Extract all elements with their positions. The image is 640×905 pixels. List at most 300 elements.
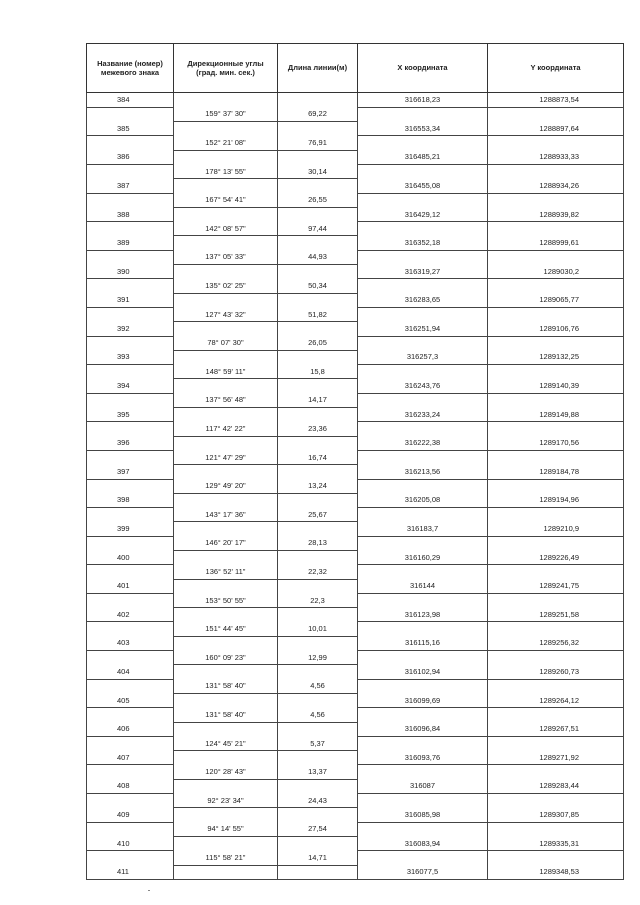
y-empty [488, 193, 624, 207]
segment-row [87, 193, 624, 207]
length-empty [278, 779, 358, 793]
segment-angle: 142° 08' 57" [174, 222, 278, 236]
angle-empty [174, 636, 278, 650]
point-y: 1289241,75 [488, 579, 624, 593]
angle-empty [174, 179, 278, 193]
point-y: 1288933,33 [488, 150, 624, 164]
x-empty [358, 422, 488, 436]
segment-length: 76,91 [278, 136, 358, 150]
length-empty [278, 93, 358, 108]
segment-length: 44,93 [278, 250, 358, 264]
segment-length: 51,82 [278, 307, 358, 321]
point-y: 1288939,82 [488, 207, 624, 221]
point-y: 1289348,53 [488, 865, 624, 880]
segment-length: 25,67 [278, 508, 358, 522]
segment-row [87, 851, 624, 865]
length-empty [278, 636, 358, 650]
x-empty [358, 250, 488, 264]
angle-empty [174, 665, 278, 679]
segment-length: 26,05 [278, 336, 358, 350]
point-y: 1288934,26 [488, 179, 624, 193]
segment-angle: 78° 07' 30" [174, 336, 278, 350]
point-y: 1289140,39 [488, 379, 624, 393]
length-empty [278, 608, 358, 622]
point-row [87, 179, 624, 193]
x-empty [358, 765, 488, 779]
point-name: 404 [87, 665, 174, 679]
length-empty [278, 293, 358, 307]
point-row [87, 608, 624, 622]
name-empty [87, 736, 174, 750]
point-name: 388 [87, 207, 174, 221]
point-y: 1288873,54 [488, 93, 624, 108]
point-name: 405 [87, 693, 174, 707]
point-name: 384 [87, 93, 174, 108]
y-empty [488, 851, 624, 865]
segment-angle: 148° 59' 11" [174, 365, 278, 379]
y-empty [488, 736, 624, 750]
x-empty [358, 164, 488, 178]
point-row [87, 350, 624, 364]
table-body [87, 93, 624, 880]
segment-angle: 120° 28' 43" [174, 765, 278, 779]
angle-empty [174, 150, 278, 164]
length-empty [278, 122, 358, 136]
x-empty [358, 593, 488, 607]
point-x: 316085,98 [358, 808, 488, 822]
y-empty [488, 450, 624, 464]
angle-empty [174, 579, 278, 593]
segment-angle: 167° 54' 41" [174, 193, 278, 207]
point-y: 1289271,92 [488, 751, 624, 765]
segment-angle: 137° 05' 33" [174, 250, 278, 264]
header-length: Длина линии(м) [278, 44, 358, 93]
segment-length: 50,34 [278, 279, 358, 293]
point-x: 316077,5 [358, 865, 488, 880]
angle-empty [174, 836, 278, 850]
point-x: 316087 [358, 779, 488, 793]
x-empty [358, 736, 488, 750]
point-row [87, 836, 624, 850]
point-x: 316553,34 [358, 122, 488, 136]
segment-angle: 121° 47' 29" [174, 450, 278, 464]
angle-empty [174, 436, 278, 450]
segment-length: 16,74 [278, 450, 358, 464]
point-row [87, 265, 624, 279]
point-name: 400 [87, 551, 174, 565]
x-empty [358, 822, 488, 836]
point-x: 316083,94 [358, 836, 488, 850]
point-x: 316618,23 [358, 93, 488, 108]
point-x: 316243,76 [358, 379, 488, 393]
name-empty [87, 164, 174, 178]
length-empty [278, 751, 358, 765]
point-y: 1289030,2 [488, 265, 624, 279]
scan-speck [148, 890, 150, 891]
segment-angle: 129° 49' 20" [174, 479, 278, 493]
name-empty [87, 651, 174, 665]
length-empty [278, 236, 358, 250]
segment-row [87, 622, 624, 636]
x-empty [358, 336, 488, 350]
angle-empty [174, 236, 278, 250]
length-empty [278, 379, 358, 393]
segment-row [87, 136, 624, 150]
point-row [87, 379, 624, 393]
length-empty [278, 207, 358, 221]
point-y: 1289149,88 [488, 408, 624, 422]
point-row [87, 322, 624, 336]
length-empty [278, 350, 358, 364]
point-y: 1289170,56 [488, 436, 624, 450]
segment-row [87, 307, 624, 321]
name-empty [87, 422, 174, 436]
length-empty [278, 408, 358, 422]
point-x: 316233,24 [358, 408, 488, 422]
segment-angle: 152° 21' 08" [174, 136, 278, 150]
point-name: 389 [87, 236, 174, 250]
point-row [87, 493, 624, 507]
segment-angle: 137° 56' 48" [174, 393, 278, 407]
segment-length: 24,43 [278, 794, 358, 808]
y-empty [488, 565, 624, 579]
point-y: 1289260,73 [488, 665, 624, 679]
point-name: 397 [87, 465, 174, 479]
length-empty [278, 865, 358, 880]
point-name: 394 [87, 379, 174, 393]
boundary-table-sheet [86, 43, 623, 880]
point-name: 409 [87, 808, 174, 822]
point-y: 1289194,96 [488, 493, 624, 507]
length-empty [278, 722, 358, 736]
point-x: 316257,3 [358, 350, 488, 364]
x-empty [358, 794, 488, 808]
segment-row [87, 822, 624, 836]
segment-angle: 135° 02' 25" [174, 279, 278, 293]
header-y: Y координата [488, 44, 624, 93]
point-row [87, 93, 624, 108]
point-x: 316213,56 [358, 465, 488, 479]
name-empty [87, 851, 174, 865]
length-empty [278, 808, 358, 822]
segment-row [87, 336, 624, 350]
point-name: 385 [87, 122, 174, 136]
segment-length: 28,13 [278, 536, 358, 550]
segment-length: 26,55 [278, 193, 358, 207]
name-empty [87, 336, 174, 350]
segment-length: 4,56 [278, 679, 358, 693]
point-y: 1289106,76 [488, 322, 624, 336]
segment-angle: 131° 58' 40" [174, 708, 278, 722]
name-empty [87, 593, 174, 607]
angle-empty [174, 608, 278, 622]
point-y: 1289251,58 [488, 608, 624, 622]
y-empty [488, 336, 624, 350]
name-empty [87, 279, 174, 293]
name-empty [87, 536, 174, 550]
angle-empty [174, 693, 278, 707]
point-y: 1289256,32 [488, 636, 624, 650]
angle-empty [174, 865, 278, 880]
point-x: 316144 [358, 579, 488, 593]
y-empty [488, 536, 624, 550]
name-empty [87, 765, 174, 779]
length-empty [278, 265, 358, 279]
point-x: 316160,29 [358, 551, 488, 565]
y-empty [488, 765, 624, 779]
point-row [87, 436, 624, 450]
name-empty [87, 222, 174, 236]
point-name: 393 [87, 350, 174, 364]
segment-angle: 159° 37' 30" [174, 107, 278, 121]
point-y: 1288999,61 [488, 236, 624, 250]
point-y: 1289283,44 [488, 779, 624, 793]
point-x: 316429,12 [358, 207, 488, 221]
point-row [87, 808, 624, 822]
point-name: 399 [87, 522, 174, 536]
y-empty [488, 164, 624, 178]
segment-row [87, 651, 624, 665]
segment-length: 4,56 [278, 708, 358, 722]
point-y: 1289210,9 [488, 522, 624, 536]
point-row [87, 665, 624, 679]
segment-length: 30,14 [278, 164, 358, 178]
name-empty [87, 393, 174, 407]
segment-row [87, 565, 624, 579]
y-empty [488, 393, 624, 407]
segment-row [87, 393, 624, 407]
point-name: 408 [87, 779, 174, 793]
name-empty [87, 450, 174, 464]
point-name: 386 [87, 150, 174, 164]
segment-length: 22,3 [278, 593, 358, 607]
segment-row [87, 279, 624, 293]
y-empty [488, 365, 624, 379]
segment-angle: 153° 50' 55" [174, 593, 278, 607]
y-empty [488, 107, 624, 121]
x-empty [358, 851, 488, 865]
point-row [87, 636, 624, 650]
angle-empty [174, 722, 278, 736]
point-x: 316093,76 [358, 751, 488, 765]
y-empty [488, 250, 624, 264]
point-x: 316102,94 [358, 665, 488, 679]
length-empty [278, 522, 358, 536]
point-x: 316251,94 [358, 322, 488, 336]
angle-empty [174, 751, 278, 765]
name-empty [87, 136, 174, 150]
segment-angle: 136° 52' 11" [174, 565, 278, 579]
length-empty [278, 551, 358, 565]
x-empty [358, 651, 488, 665]
x-empty [358, 365, 488, 379]
point-x: 316183,7 [358, 522, 488, 536]
x-empty [358, 393, 488, 407]
segment-length: 14,17 [278, 393, 358, 407]
point-row [87, 693, 624, 707]
name-empty [87, 794, 174, 808]
angle-empty [174, 350, 278, 364]
segment-length: 13,24 [278, 479, 358, 493]
segment-row [87, 222, 624, 236]
segment-length: 27,54 [278, 822, 358, 836]
point-name: 403 [87, 636, 174, 650]
point-name: 406 [87, 722, 174, 736]
header-angle: Дирекционные углы (град. мин. сек.) [174, 44, 278, 93]
angle-empty [174, 122, 278, 136]
name-empty [87, 193, 174, 207]
segment-length: 69,22 [278, 107, 358, 121]
length-empty [278, 579, 358, 593]
length-empty [278, 436, 358, 450]
point-x: 316283,65 [358, 293, 488, 307]
segment-angle: 94° 14' 55" [174, 822, 278, 836]
segment-row [87, 107, 624, 121]
name-empty [87, 365, 174, 379]
name-empty [87, 679, 174, 693]
segment-row [87, 593, 624, 607]
boundary-coordinates-table [86, 43, 624, 880]
x-empty [358, 508, 488, 522]
header-x: X координата [358, 44, 488, 93]
point-row [87, 865, 624, 880]
length-empty [278, 150, 358, 164]
x-empty [358, 107, 488, 121]
point-row [87, 150, 624, 164]
point-y: 1289132,25 [488, 350, 624, 364]
point-x: 316096,84 [358, 722, 488, 736]
segment-row [87, 679, 624, 693]
length-empty [278, 693, 358, 707]
y-empty [488, 708, 624, 722]
point-y: 1289065,77 [488, 293, 624, 307]
y-empty [488, 679, 624, 693]
x-empty [358, 679, 488, 693]
y-empty [488, 479, 624, 493]
angle-empty [174, 408, 278, 422]
point-y: 1289335,31 [488, 836, 624, 850]
point-x: 316485,21 [358, 150, 488, 164]
point-row [87, 207, 624, 221]
segment-row [87, 765, 624, 779]
angle-empty [174, 465, 278, 479]
y-empty [488, 422, 624, 436]
x-empty [358, 450, 488, 464]
segment-angle: 178° 13' 55" [174, 164, 278, 178]
segment-length: 15,8 [278, 365, 358, 379]
segment-angle: 127° 43' 32" [174, 307, 278, 321]
point-row [87, 551, 624, 565]
point-row [87, 122, 624, 136]
point-name: 392 [87, 322, 174, 336]
x-empty [358, 479, 488, 493]
point-row [87, 779, 624, 793]
point-x: 316099,69 [358, 693, 488, 707]
point-y: 1289184,78 [488, 465, 624, 479]
point-x: 316123,98 [358, 608, 488, 622]
segment-angle: 160° 09' 23" [174, 651, 278, 665]
angle-empty [174, 265, 278, 279]
segment-row [87, 365, 624, 379]
segment-row [87, 536, 624, 550]
y-empty [488, 222, 624, 236]
point-row [87, 722, 624, 736]
y-empty [488, 279, 624, 293]
segment-angle: 131° 58' 40" [174, 679, 278, 693]
angle-empty [174, 493, 278, 507]
x-empty [358, 279, 488, 293]
angle-empty [174, 779, 278, 793]
point-x: 316455,08 [358, 179, 488, 193]
point-y: 1289307,85 [488, 808, 624, 822]
point-row [87, 236, 624, 250]
point-y: 1289264,12 [488, 693, 624, 707]
name-empty [87, 822, 174, 836]
name-empty [87, 508, 174, 522]
segment-row [87, 794, 624, 808]
point-name: 391 [87, 293, 174, 307]
segment-length: 22,32 [278, 565, 358, 579]
segment-angle: 124° 45' 21" [174, 736, 278, 750]
y-empty [488, 794, 624, 808]
segment-row [87, 736, 624, 750]
point-x: 316319,27 [358, 265, 488, 279]
length-empty [278, 493, 358, 507]
x-empty [358, 307, 488, 321]
point-row [87, 293, 624, 307]
point-y: 1288897,64 [488, 122, 624, 136]
angle-empty [174, 522, 278, 536]
segment-length: 14,71 [278, 851, 358, 865]
x-empty [358, 222, 488, 236]
point-name: 407 [87, 751, 174, 765]
angle-empty [174, 207, 278, 221]
segment-angle: 115° 58' 21" [174, 851, 278, 865]
angle-empty [174, 808, 278, 822]
angle-empty [174, 379, 278, 393]
length-empty [278, 665, 358, 679]
name-empty [87, 565, 174, 579]
segment-length: 10,01 [278, 622, 358, 636]
segment-angle: 143° 17' 36" [174, 508, 278, 522]
segment-angle: 117° 42' 22" [174, 422, 278, 436]
point-name: 411 [87, 865, 174, 880]
y-empty [488, 307, 624, 321]
y-empty [488, 508, 624, 522]
point-name: 396 [87, 436, 174, 450]
header-name: Название (номер) межевого знака [87, 44, 174, 93]
y-empty [488, 822, 624, 836]
x-empty [358, 565, 488, 579]
name-empty [87, 250, 174, 264]
y-empty [488, 136, 624, 150]
segment-length: 23,36 [278, 422, 358, 436]
length-empty [278, 465, 358, 479]
point-name: 390 [87, 265, 174, 279]
segment-angle: 146° 20' 17" [174, 536, 278, 550]
segment-angle: 151° 44' 45" [174, 622, 278, 636]
segment-row [87, 422, 624, 436]
point-row [87, 579, 624, 593]
length-empty [278, 179, 358, 193]
point-name: 395 [87, 408, 174, 422]
segment-row [87, 708, 624, 722]
point-row [87, 751, 624, 765]
angle-empty [174, 93, 278, 108]
segment-row [87, 508, 624, 522]
segment-row [87, 164, 624, 178]
point-row [87, 465, 624, 479]
